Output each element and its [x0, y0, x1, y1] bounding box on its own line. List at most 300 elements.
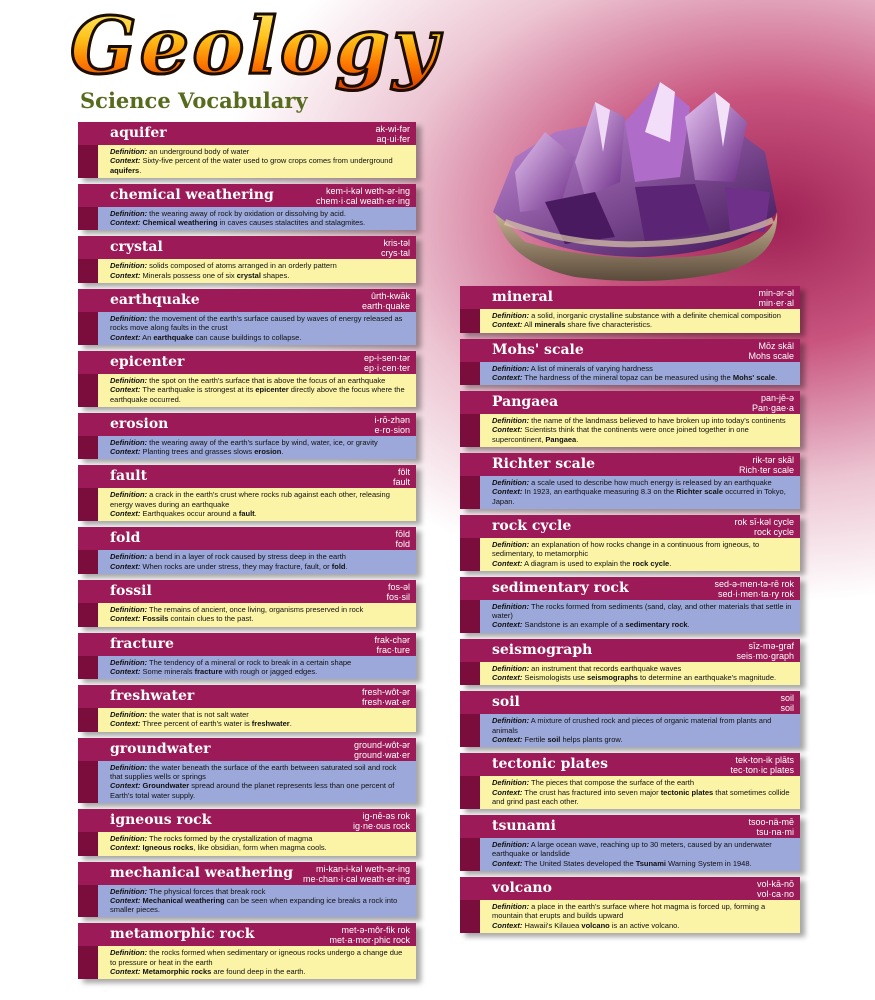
pronunciation: [381, 238, 410, 258]
context-keyword: Chemical weathering: [142, 218, 218, 228]
pronunciation: [374, 415, 410, 435]
definition-text: the water beneath the surface of the earth between saturated soil and rock that supplies wells or springs: [110, 762, 397, 782]
context-label: Context:: [492, 858, 523, 868]
vocab-term: soil: [492, 694, 520, 711]
context-line: [110, 385, 410, 404]
context-line: [492, 859, 794, 868]
definition-line: [110, 605, 410, 614]
definition-text: a place in the earth's surface where hot magma is forced up, forming a mountain that erupts and builds upward: [492, 902, 766, 921]
context-text: Seismologists use: [524, 673, 588, 683]
context-line: [110, 271, 410, 280]
context-keyword: volcano: [581, 920, 610, 930]
definition-text: the name of the landmass believed to have broken up into today's continents: [531, 416, 786, 426]
vocab-term: earthquake: [110, 292, 200, 309]
context-label: Context:: [110, 156, 141, 166]
pronunciation-respelling: mi-kan-i-kəl weth-ər-ing: [315, 863, 410, 874]
context-keyword: sedimentary rock: [625, 620, 688, 630]
context-text-end: directly above the focus where the earthquake occurred.: [110, 385, 405, 404]
vocab-card-body: [460, 600, 800, 633]
context-line: [492, 921, 794, 930]
definition-text: The pieces that compose the surface of the earth: [531, 778, 695, 788]
context-label: Context:: [492, 487, 523, 497]
context-text-end: can be seen when expanding ice breaks a rock into smaller pieces.: [110, 895, 398, 915]
definition-line: [492, 364, 794, 373]
pronunciation: [736, 641, 794, 661]
vocab-term: Richter scale: [492, 456, 595, 473]
context-text: Fertile: [524, 734, 548, 744]
pronunciation-respelling: rok sī-kəl cycle: [734, 516, 794, 527]
context-text-end: to determine an earthquake's magnitude.: [637, 673, 777, 683]
vocab-card: [78, 527, 416, 574]
vocab-card-body: [460, 414, 800, 447]
context-text-end: occurred in Tokyo, Japan.: [492, 487, 786, 506]
pronunciation: [748, 341, 794, 361]
context-label: Context:: [492, 734, 523, 744]
definition-text: an instrument that records earthquake waves: [531, 663, 682, 673]
vocab-card-header: [78, 633, 416, 656]
pronunciation-syllables: ig·ne·ous rock: [352, 820, 410, 831]
vocab-card-header: [78, 236, 416, 259]
vocab-term: fold: [110, 530, 141, 547]
vocab-card-header: [460, 339, 800, 362]
context-text-end: Warning System in 1948.: [666, 858, 752, 868]
pronunciation-syllables: tec·ton·ic plates: [730, 765, 794, 776]
context-keyword: Metamorphic rocks: [142, 966, 212, 976]
amethyst-crystal-image: [485, 62, 785, 287]
vocab-card-body: [78, 603, 416, 627]
vocabulary-column-right: [460, 286, 800, 939]
pronunciation-respelling: kris-təl: [383, 238, 410, 249]
context-text: The crust has fractured into seven major: [524, 787, 661, 797]
context-keyword: epicenter: [255, 385, 289, 395]
pronunciation-syllables: Mohs scale: [748, 350, 794, 361]
definition-text: The rocks formed by the crystallization of magma: [149, 833, 313, 843]
definition-line: [110, 887, 410, 896]
context-text: A diagram is used to explain the: [524, 558, 633, 568]
pronunciation: [362, 291, 410, 311]
context-label: Context:: [110, 966, 141, 976]
definition-line: [492, 716, 794, 735]
vocab-card-body: [460, 309, 800, 333]
vocab-card: [78, 580, 416, 627]
definition-label: Definition:: [110, 261, 148, 271]
vocab-term: volcano: [492, 880, 552, 897]
context-line: [110, 896, 410, 915]
definition-line: [110, 490, 410, 509]
definition-line: [492, 602, 794, 621]
definition-line: [492, 902, 794, 921]
pronunciation: [714, 579, 794, 599]
vocab-card-header: [78, 580, 416, 603]
context-line: [492, 559, 794, 568]
context-line: [492, 735, 794, 744]
definition-line: [110, 834, 410, 843]
context-label: Context:: [110, 781, 141, 791]
pronunciation: [386, 582, 410, 602]
pronunciation: [748, 817, 794, 837]
context-line: [110, 719, 410, 728]
context-text-end: .: [289, 719, 292, 729]
definition-text: A mixture of crushed rock and pieces of organic material from plants and animals: [492, 716, 772, 735]
context-label: Context:: [110, 332, 141, 342]
definition-text: an explanation of how rocks change in a continuous from igneous, to sedimentary, to metamorphic: [492, 539, 760, 559]
definition-text: the wearing away of the earth's surface by wind, water, ice, or gravity: [149, 437, 378, 447]
poster-subtitle: Science Vocabulary: [80, 88, 308, 113]
vocab-card-header: [460, 391, 800, 414]
context-text: All: [524, 320, 535, 330]
context-text-end: .: [254, 509, 257, 519]
vocab-card: [78, 351, 416, 407]
context-text: In 1923, an earthquake measuring 8.3 on the: [524, 487, 677, 497]
definition-line: [110, 261, 410, 270]
pronunciation-respelling: ûrth-kwāk: [370, 291, 410, 302]
vocab-card-header: [78, 184, 416, 207]
definition-line: [110, 376, 410, 385]
pronunciation-syllables: ground·wat·er: [353, 749, 410, 760]
definition-label: Definition:: [492, 363, 530, 373]
vocab-card-header: [460, 753, 800, 776]
definition-text: the water that is not salt water: [149, 710, 249, 720]
vocab-term: erosion: [110, 415, 169, 432]
context-text-end: contain clues to the past.: [168, 614, 254, 624]
vocab-card-header: [78, 122, 416, 145]
context-text-end: are found deep in the earth.: [211, 966, 306, 976]
pronunciation-respelling: min-ər-əl: [758, 288, 794, 298]
context-keyword: Tsunami: [635, 858, 666, 868]
definition-line: [110, 948, 410, 967]
pronunciation: [739, 455, 794, 475]
pronunciation-respelling: pan-jē-ə: [760, 393, 794, 404]
context-keyword: aquifers: [110, 165, 140, 175]
context-text-end: .: [345, 561, 348, 571]
context-text-end: is an active volcano.: [609, 920, 680, 930]
vocab-card: [78, 122, 416, 178]
vocab-card-body: [78, 550, 416, 574]
context-keyword: Richter scale: [676, 487, 723, 497]
context-line: [110, 447, 410, 456]
vocab-term: epicenter: [110, 353, 185, 370]
vocab-card-body: [78, 946, 416, 979]
definition-line: [492, 778, 794, 787]
context-line: [492, 373, 794, 382]
pronunciation-syllables: fault: [392, 477, 410, 488]
vocab-card-body: [78, 207, 416, 231]
context-label: Context:: [492, 787, 523, 797]
vocab-card-body: [460, 362, 800, 386]
context-label: Context:: [492, 558, 523, 568]
pronunciation: [375, 124, 410, 144]
context-keyword: Groundwater: [142, 781, 190, 791]
pronunciation-respelling: ground-wôt-ər: [353, 739, 410, 750]
pronunciation: [303, 864, 410, 884]
vocab-card-body: [78, 145, 416, 178]
definition-line: [110, 710, 410, 719]
vocab-term: igneous rock: [110, 811, 212, 828]
context-text-end: with rough or jagged edges.: [222, 666, 318, 676]
vocab-card: [78, 289, 416, 345]
context-label: Context:: [110, 843, 141, 853]
context-text: Earthquakes occur around a: [142, 509, 239, 519]
definition-label: Definition:: [110, 314, 148, 324]
context-label: Context:: [110, 218, 141, 228]
context-text-end: .: [139, 165, 142, 175]
pronunciation-respelling: ak-wi-fər: [375, 124, 410, 134]
pronunciation-syllables: Rich·ter scale: [738, 465, 794, 476]
definition-label: Definition:: [110, 710, 148, 720]
vocab-card: [460, 691, 800, 747]
pronunciation: [780, 693, 794, 713]
vocab-term: freshwater: [110, 688, 195, 705]
vocab-term: tsunami: [492, 818, 556, 835]
pronunciation: [316, 186, 410, 206]
vocab-card: [460, 877, 800, 933]
vocab-card: [78, 465, 416, 521]
pronunciation-respelling: sed-ə-men-tə-rē rok: [714, 578, 794, 589]
context-text: The earthquake is strongest at its: [142, 385, 256, 395]
context-text: Sandstone is an example of a: [524, 620, 626, 630]
vocab-card-body: [78, 708, 416, 732]
vocab-term: sedimentary rock: [492, 579, 629, 596]
vocab-term: fossil: [110, 582, 152, 599]
definition-label: Definition:: [110, 762, 148, 772]
pronunciation-syllables: fold: [395, 539, 410, 550]
pronunciation-respelling: rik-tər skāl: [752, 455, 794, 466]
vocab-term: tectonic plates: [492, 756, 609, 773]
definition-label: Definition:: [492, 778, 530, 788]
definition-line: [110, 209, 410, 218]
context-keyword: fracture: [194, 666, 223, 676]
pronunciation-syllables: fos·sil: [386, 591, 410, 602]
vocab-card-body: [78, 374, 416, 407]
definition-label: Definition:: [110, 375, 148, 385]
vocab-term: mineral: [492, 289, 553, 305]
definition-text: A large ocean wave, reaching up to 30 meters, caused by an underwater earthquake or landslide: [492, 840, 772, 859]
vocab-card-body: [460, 838, 800, 871]
vocab-card-header: [78, 738, 416, 761]
context-text-end: shapes.: [260, 270, 290, 280]
definition-line: [492, 664, 794, 673]
context-line: [110, 667, 410, 676]
definition-label: Definition:: [110, 833, 148, 843]
pronunciation-syllables: fresh·wat·er: [361, 697, 410, 708]
pronunciation: [730, 755, 794, 775]
pronunciation: [757, 879, 794, 899]
vocab-card-body: [78, 488, 416, 521]
vocab-card-body: [460, 538, 800, 571]
vocab-card-header: [78, 413, 416, 436]
pronunciation-respelling: tek-ton-ik plāts: [735, 755, 794, 766]
definition-label: Definition:: [110, 886, 148, 896]
context-text-end: .: [687, 620, 690, 630]
definition-label: Definition:: [492, 716, 530, 726]
vocab-card-header: [460, 286, 800, 309]
definition-text: A list of minerals of varying hardness: [530, 363, 653, 373]
context-text-end: that sometimes collide and grind past each other.: [492, 787, 790, 806]
context-line: [110, 156, 410, 175]
pronunciation-syllables: rock cycle: [753, 526, 794, 537]
context-line: [492, 673, 794, 682]
context-text-end: .: [775, 372, 778, 382]
definition-line: [110, 658, 410, 667]
vocab-term: crystal: [110, 239, 163, 256]
vocab-term: metamorphic rock: [110, 926, 255, 943]
definition-label: Definition:: [110, 490, 148, 500]
vocab-card: [78, 184, 416, 231]
context-text: The hardness of the mineral topaz can be measured using the: [524, 372, 733, 382]
vocab-card: [460, 453, 800, 509]
vocab-card-body: [460, 476, 800, 509]
pronunciation: [354, 740, 410, 760]
context-keyword: freshwater: [251, 719, 290, 729]
vocab-card: [78, 862, 416, 918]
definition-label: Definition:: [110, 552, 148, 562]
vocab-card-header: [460, 515, 800, 538]
context-text-end: can cause buildings to collapse.: [193, 332, 302, 342]
vocab-card-header: [78, 862, 416, 885]
definition-text: The physical forces that break rock: [149, 886, 266, 896]
definition-label: Definition:: [492, 601, 530, 611]
pronunciation-respelling: ig-nē-əs rok: [362, 810, 410, 821]
vocab-card-body: [78, 761, 416, 803]
vocab-card: [78, 738, 416, 803]
vocab-term: groundwater: [110, 740, 211, 757]
vocab-term: chemical weathering: [110, 186, 274, 203]
context-keyword: fault: [238, 509, 255, 519]
definition-line: [492, 416, 794, 425]
context-line: [110, 333, 410, 342]
context-text: An: [142, 332, 154, 342]
pronunciation-syllables: vol·ca·no: [756, 889, 794, 900]
context-text: Three percent of earth's water is: [142, 719, 252, 729]
definition-label: Definition:: [492, 663, 530, 673]
vocab-card-body: [78, 436, 416, 460]
context-line: [492, 620, 794, 629]
poster-title: Geology: [70, 1, 441, 92]
definition-label: Definition:: [492, 478, 530, 488]
pronunciation-respelling: fôlt: [397, 467, 410, 478]
context-keyword: Igneous rocks: [142, 843, 194, 853]
definition-label: Definition:: [492, 840, 530, 850]
vocab-card-body: [78, 832, 416, 856]
definition-label: Definition:: [492, 416, 530, 426]
pronunciation-syllables: earth·quake: [361, 301, 410, 312]
vocab-card-body: [460, 900, 800, 933]
vocab-card-header: [460, 815, 800, 838]
definition-text: the movement of the earth's surface caused by waves of energy released as rocks move along faults in the crust: [110, 314, 403, 333]
pronunciation-respelling: vol-kā-nō: [756, 879, 794, 890]
context-keyword: minerals: [534, 320, 566, 330]
vocab-card-body: [78, 885, 416, 918]
vocab-term: Pangaea: [492, 394, 559, 411]
vocab-card-body: [78, 312, 416, 345]
definition-line: [492, 478, 794, 487]
definition-line: [110, 438, 410, 447]
vocab-card-body: [78, 656, 416, 680]
context-label: Context:: [110, 447, 141, 457]
context-text-end: .: [576, 434, 579, 444]
vocab-card-header: [78, 527, 416, 550]
vocab-card-header: [460, 453, 800, 476]
vocab-term: fault: [110, 468, 148, 485]
definition-line: [110, 552, 410, 561]
context-keyword: seismographs: [587, 673, 638, 683]
definition-label: Definition:: [110, 604, 148, 614]
context-label: Context:: [492, 320, 523, 330]
pronunciation-syllables: sed·i·men·ta·ry rok: [717, 588, 794, 599]
pronunciation: [362, 687, 410, 707]
context-text: The United States developed the: [524, 858, 636, 868]
definition-line: [110, 147, 410, 156]
vocab-card: [78, 685, 416, 732]
pronunciation-syllables: crys·tal: [381, 248, 410, 259]
definition-label: Definition:: [110, 437, 148, 447]
pronunciation-respelling: frak-chər: [374, 634, 410, 645]
definition-text: the spot on the earth's surface that is above the focus of an earthquake: [149, 375, 386, 385]
definition-label: Definition:: [492, 311, 530, 320]
vocab-card: [460, 815, 800, 871]
vocab-card: [460, 339, 800, 386]
definition-text: solids composed of atoms arranged in an orderly pattern: [149, 261, 337, 271]
context-line: [492, 788, 794, 807]
vocab-card: [78, 633, 416, 680]
context-text: When rocks are under stress, they may fracture, fault, or: [142, 561, 332, 571]
context-line: [110, 614, 410, 623]
context-line: [492, 320, 794, 329]
pronunciation-syllables: soil: [780, 703, 794, 714]
pronunciation: [758, 288, 794, 308]
definition-label: Definition:: [110, 657, 148, 667]
pronunciation-respelling: fōld: [395, 529, 410, 540]
pronunciation-respelling: soil: [780, 693, 794, 704]
context-label: Context:: [492, 372, 523, 382]
context-line: [492, 487, 794, 506]
pronunciation-respelling: sīz-mə-graf: [748, 640, 794, 651]
definition-line: [492, 311, 794, 320]
context-text-end: .: [281, 447, 284, 457]
pronunciation-respelling: kem-i-kəl weth-ər-ing: [325, 185, 410, 196]
context-label: Context:: [110, 895, 141, 905]
pronunciation: [329, 925, 410, 945]
definition-text: a solid, inorganic crystalline substance with a definite chemical composition: [531, 311, 781, 320]
definition-label: Definition:: [492, 902, 530, 912]
context-line: [110, 509, 410, 518]
definition-text: The remains of ancient, once living, organisms preserved in rock: [149, 604, 364, 614]
vocab-card-body: [460, 662, 800, 686]
pronunciation: [364, 353, 410, 373]
vocab-card: [460, 515, 800, 571]
pronunciation-syllables: tsu·na·mi: [756, 827, 794, 838]
definition-label: Definition:: [110, 948, 148, 958]
definition-text: the wearing away of rock by oxidation or dissolving by acid.: [149, 208, 346, 218]
vocab-card-header: [78, 685, 416, 708]
vocab-term: Mohs' scale: [492, 341, 584, 358]
definition-label: Definition:: [492, 539, 530, 549]
context-line: [110, 562, 410, 571]
vocab-card-body: [78, 259, 416, 283]
pronunciation-respelling: Mōz skāl: [758, 340, 794, 351]
vocab-card: [78, 923, 416, 979]
vocab-card: [78, 236, 416, 283]
pronunciation-respelling: fos-əl: [387, 581, 410, 592]
pronunciation-respelling: fresh-wôt-ər: [361, 687, 410, 698]
vocab-card-header: [460, 639, 800, 662]
pronunciation: [752, 393, 794, 413]
context-label: Context:: [110, 561, 141, 571]
pronunciation-syllables: met·a·mor·phic rock: [329, 935, 410, 946]
pronunciation-syllables: chem·i·cal weath·er·ing: [315, 195, 410, 206]
context-label: Context:: [110, 719, 141, 729]
context-label: Context:: [492, 620, 523, 630]
